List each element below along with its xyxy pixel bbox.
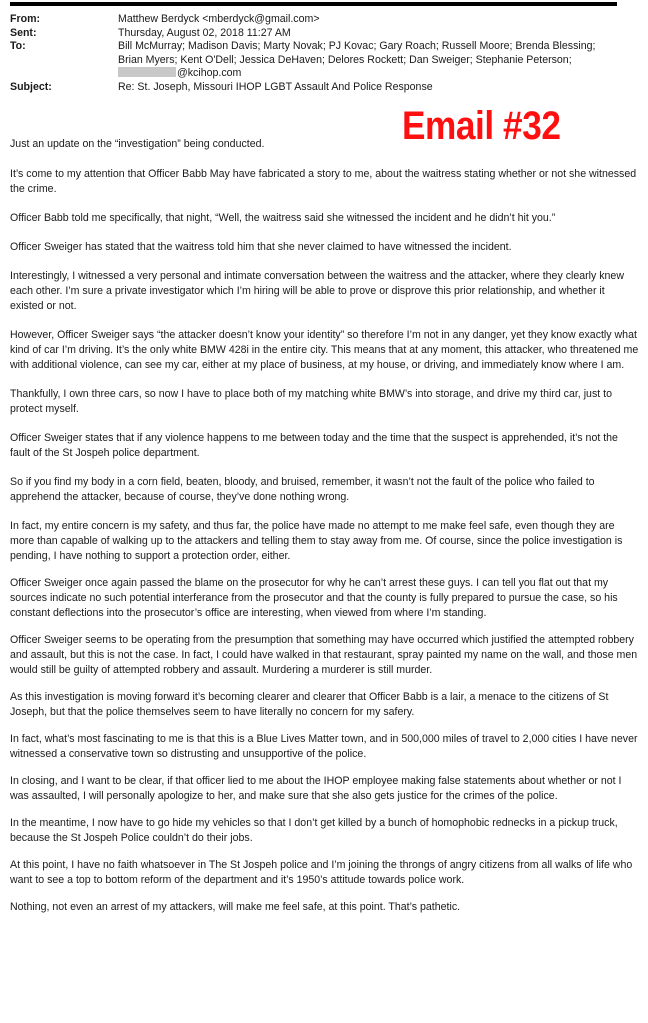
subject-row <box>10 81 630 95</box>
paragraph: As this investigation is moving forward it’s becoming clearer and clearer that Officer Babb is a lair, a menace to the citizens of St Joseph, but that the police themselves seem to have literally no concern for my safery. <box>10 691 609 718</box>
from-label: From: <box>10 13 41 25</box>
email-header <box>10 13 630 94</box>
to-row <box>10 40 630 81</box>
redaction-block <box>118 67 176 77</box>
from-value: Matthew Berdyck <mberdyck@gmail.com> <box>118 13 320 25</box>
from-row <box>10 13 630 27</box>
paragraph: In fact, my entire concern is my safety, and thus far, the police have made no attempt to me make feel safe, even though they are more than capable of walking up to the attackers and telling them to stay away from me. Of course, since the police investigation is pending, I have nothing to support a protection order, either. <box>10 520 623 562</box>
paragraph: Nothing, not even an arrest of my attackers, will make me feel safe, at this point. That’s pathetic. <box>10 901 461 913</box>
to-label: To: <box>10 40 26 52</box>
paragraph: Officer Sweiger seems to be operating from the presumption that something may have occurred which justified the attempted robbery and assault, but this is not the case. In fact, I could have walked in that restaurant, spray painted my name on the wall, and those men would still be guilty of attempted robbery and assault. Murdering a murderer is still murder. <box>10 634 638 676</box>
paragraph: Officer Sweiger once again passed the blame on the prosecutor for why he can’t arrest these guys. I can tell you flat out that my sources indicate no such potential interferance from the prosecutor and that the county is fully prepared to pursue the case, so his constant deflections into the prosecutor’s office are interesting, when viewed from where I’m standing. <box>10 577 618 619</box>
paragraph: Officer Sweiger has stated that the waitress told him that she never claimed to have witnessed the incident. <box>10 241 512 253</box>
paragraph: Interestingly, I witnessed a very personal and intimate conversation between the waitress and the attacker, where they clearly knew each other. I’m sure a private investigator which I’m hiring will be able to prove or disprove this prior relationship, and whether it existed or not. <box>10 270 624 312</box>
paragraph: In fact, what’s most fascinating to me is that this is a Blue Lives Matter town, and in 500,000 miles of travel to 2,000 cities I have never witnessed a conservative town so distrusting and unsupportive of the police. <box>10 733 638 760</box>
paragraph: In the meantime, I now have to go hide my vehicles so that I don’t get killed by a bunch of homophobic rednecks in a pickup truck, because the St Jospeh Police couldn’t do their jobs. <box>10 817 618 844</box>
paragraph: So if you find my body in a corn field, beaten, bloody, and bruised, remember, it wasn’t not the fault of the police who failed to apprehend the attacker, because of course, they’ve done nothing wrong. <box>10 476 595 503</box>
paragraph: Just an update on the “investigation” being conducted. <box>10 138 265 150</box>
paragraph: However, Officer Sweiger says “the attacker doesn’t know your identity” so therefore I’m not in any danger, yet they know exactly what kind of car I’m driving. It’s the only white BMW 428i in the entire city. This means that at any moment, this attacker, who threatened me with additional violence, can see my car, either at my place of business, at my house, or driving, and immediately know where I am. <box>10 329 639 371</box>
to-line-2: Brian Myers; Kent O'Dell; Jessica DeHaven; Delores Rockett; Dan Sweiger; Stephanie Peterson; <box>118 53 572 66</box>
to-line-3: @kcihop.com <box>177 67 242 79</box>
paragraph: At this point, I have no faith whatsoever in The St Jospeh police and I’m joining the throngs of angry citizens from all walks of life who want to see a top to bottom reform of the department and it’s 1950’s attitude towards police work. <box>10 859 633 886</box>
sent-label: Sent: <box>10 26 37 39</box>
paragraph: Officer Babb told me specifically, that night, “Well, the waitress said she witnessed the incident and he didn’t hit you.” <box>10 212 556 224</box>
paragraph: Officer Sweiger states that if any violence happens to me between today and the time that the suspect is apprehended, it’s not the fault of the St Jospeh police department. <box>10 432 618 459</box>
subject-label: Subject: <box>10 80 52 93</box>
sent-value: Thursday, August 02, 2018 11:27 AM <box>118 26 291 39</box>
sent-row <box>10 27 630 41</box>
email-number-stamp: Email #32 <box>402 104 561 148</box>
to-value <box>118 40 630 81</box>
paragraph: It’s come to my attention that Officer Babb May have fabricated a story to me, about the waitress stating whether or not she witnessed the crime. <box>10 168 637 195</box>
email-body <box>10 137 640 915</box>
to-line-1: Bill McMurray; Madison Davis; Marty Novak; PJ Kovac; Gary Roach; Russell Moore; Brenda Blessing; <box>118 40 596 52</box>
paragraph: In closing, and I want to be clear, if that officer lied to me about the IHOP employee making false statements about whether or not I was assaulted, I will personally apologize to her, and make sure that she also gets justice for the crimes of the police. <box>10 775 622 802</box>
subject-value: Re: St. Joseph, Missouri IHOP LGBT Assault And Police Response <box>118 80 433 93</box>
header-rule <box>10 2 617 6</box>
paragraph: Thankfully, I own three cars, so now I have to place both of my matching white BMW’s into storage, and drive my third car, just to protect myself. <box>10 388 612 415</box>
